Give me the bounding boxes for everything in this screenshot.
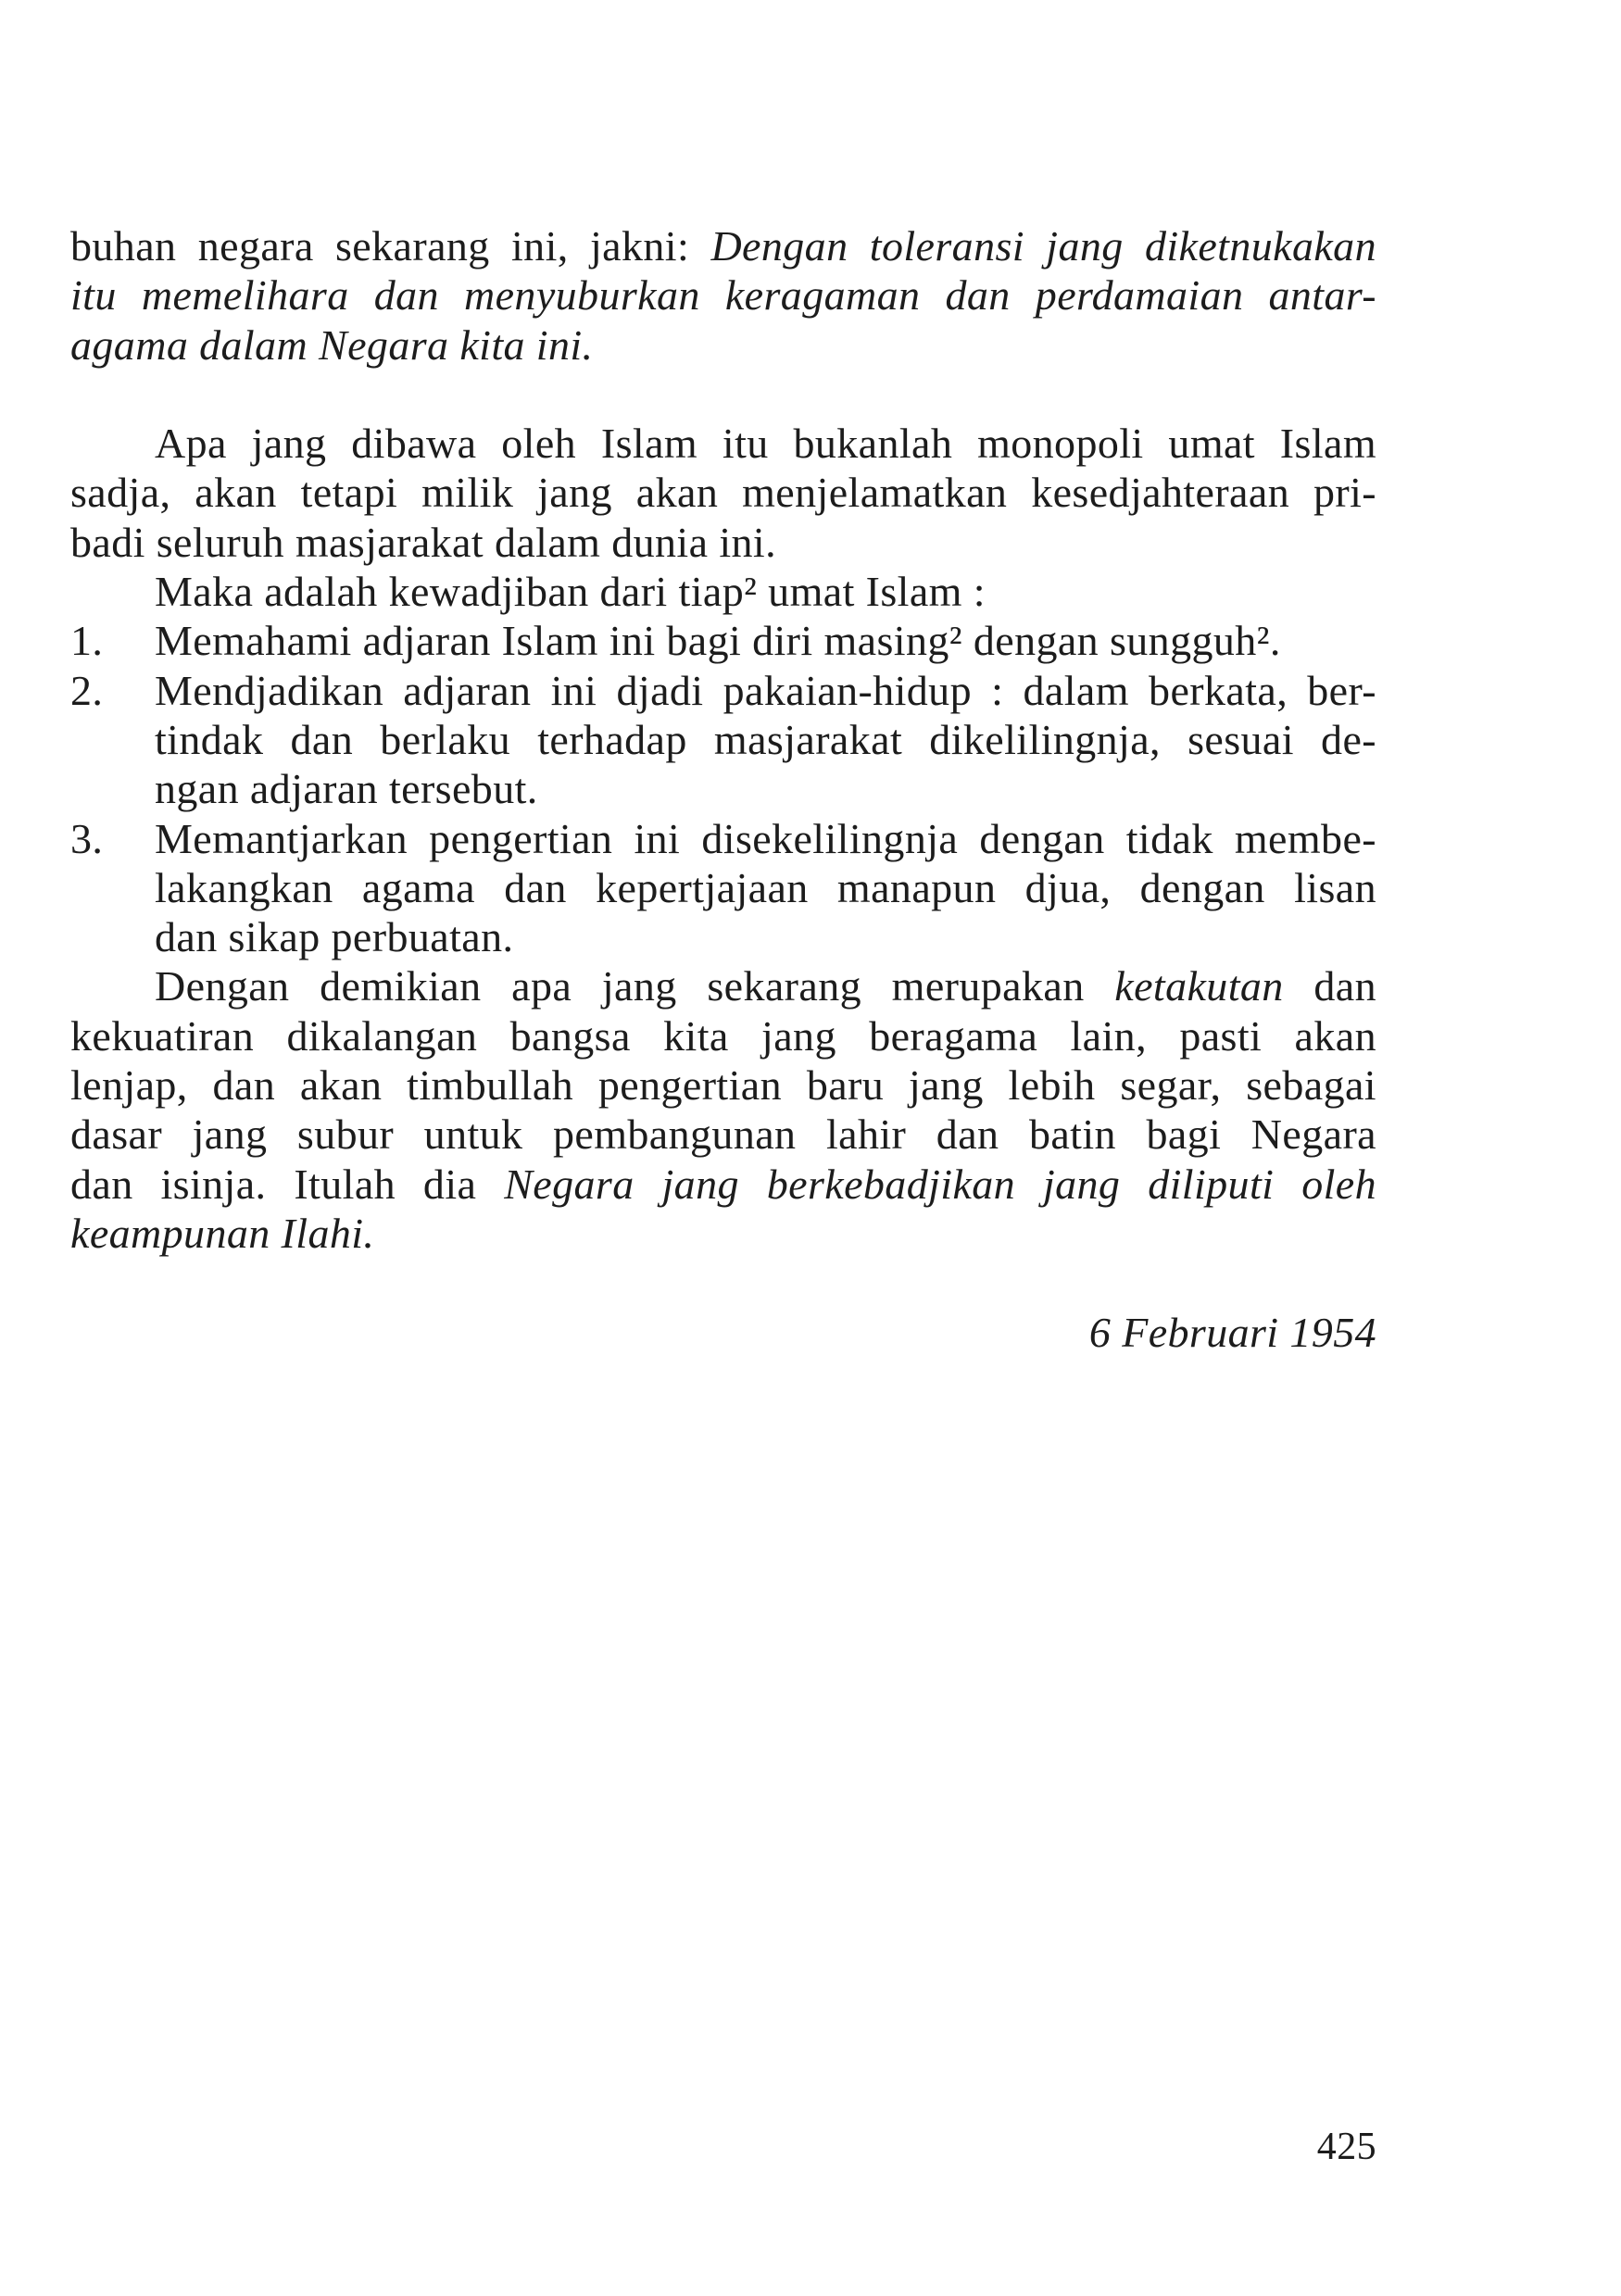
conclusion-emphasis: keampunan Ilahi. (70, 1209, 375, 1257)
list-item-3 (70, 814, 1376, 863)
paragraph-line: Apa jang dibawa oleh Islam itu bukanlah monopoli umat Islam (155, 420, 1376, 468)
opening-line-1 (70, 221, 1376, 270)
conclusion-line-6 (70, 1209, 1376, 1258)
list-number: 1. (70, 617, 104, 665)
list-item-2-continuation: ngan adjaran tersebut. (155, 765, 538, 813)
quotation-text: agama dalam Negara kita ini. (70, 320, 594, 369)
paragraph-gap (70, 1258, 1376, 1307)
conclusion-line: kekuatiran dikalangan bangsa kita jang beragama lain, pasti akan (70, 1011, 1376, 1060)
page-number: 425 (1316, 2126, 1376, 2168)
paragraph-line: badi seluruh masjarakat dalam dunia ini. (70, 518, 776, 566)
list-number: 2. (70, 666, 104, 714)
quotation-text: Dengan toleransi jang diketnukakan (710, 222, 1376, 270)
list-item-text: Mendjadikan adjaran ini djadi pakaian-hidup : dalam berkata, ber- (155, 666, 1376, 714)
conclusion-line: lenjap, dan akan timbullah pengertian baru jang lebih segar, sebagai (70, 1061, 1376, 1110)
conclusion-line: dasar jang subur untuk pembangunan lahir dan batin bagi Negara (70, 1110, 1376, 1159)
list-item-2-continuation: tindak dan berlaku terhadap masjarakat dikelilingnja, sesuai de- (155, 715, 1376, 763)
document-body (70, 221, 1376, 1357)
conclusion-line-5 (70, 1160, 1376, 1209)
conclusion-text: Dengan demikian apa jang sekarang merupakan (155, 962, 1085, 1010)
conclusion-text: dan (1313, 962, 1376, 1010)
quotation-text: itu memelihara dan menyuburkan keragaman dan perdamaian antar- (70, 271, 1376, 320)
duties-intro: Maka adalah kewadjiban dari tiap² umat Islam : (155, 568, 986, 616)
list-item-3-continuation: lakangkan agama dan kepertjajaan manapun djua, dengan lisan (155, 863, 1376, 911)
signature-date: 6 Februari 1954 (1088, 1308, 1376, 1356)
opening-lead: buhan negara sekarang ini, jakni: (70, 222, 690, 270)
list-item-text: Memantjarkan pengertian ini disekelilingnja dengan tidak membe- (155, 814, 1376, 862)
list-item-2 (70, 666, 1376, 715)
conclusion-emphasis: ketakutan (1114, 962, 1284, 1010)
list-item-1 (70, 616, 1376, 665)
conclusion-emphasis: Negara jang berkebadjikan jang diliputi oleh (504, 1160, 1376, 1208)
paragraph-line: sadja, akan tetapi milik jang akan menjelamatkan kesedjahteraan pri- (70, 469, 1376, 517)
list-number: 3. (70, 814, 104, 862)
opening-line-2 (70, 270, 1376, 320)
conclusion-line-1 (70, 961, 1376, 1010)
list-item-3-continuation: dan sikap perbuatan. (155, 913, 514, 961)
conclusion-text: dan isinja. Itulah dia (70, 1160, 477, 1208)
opening-line-3 (70, 320, 1376, 370)
paragraph-gap (70, 370, 1376, 419)
list-item-text: Memahami adjaran Islam ini bagi diri masing² dengan sungguh². (155, 617, 1281, 665)
